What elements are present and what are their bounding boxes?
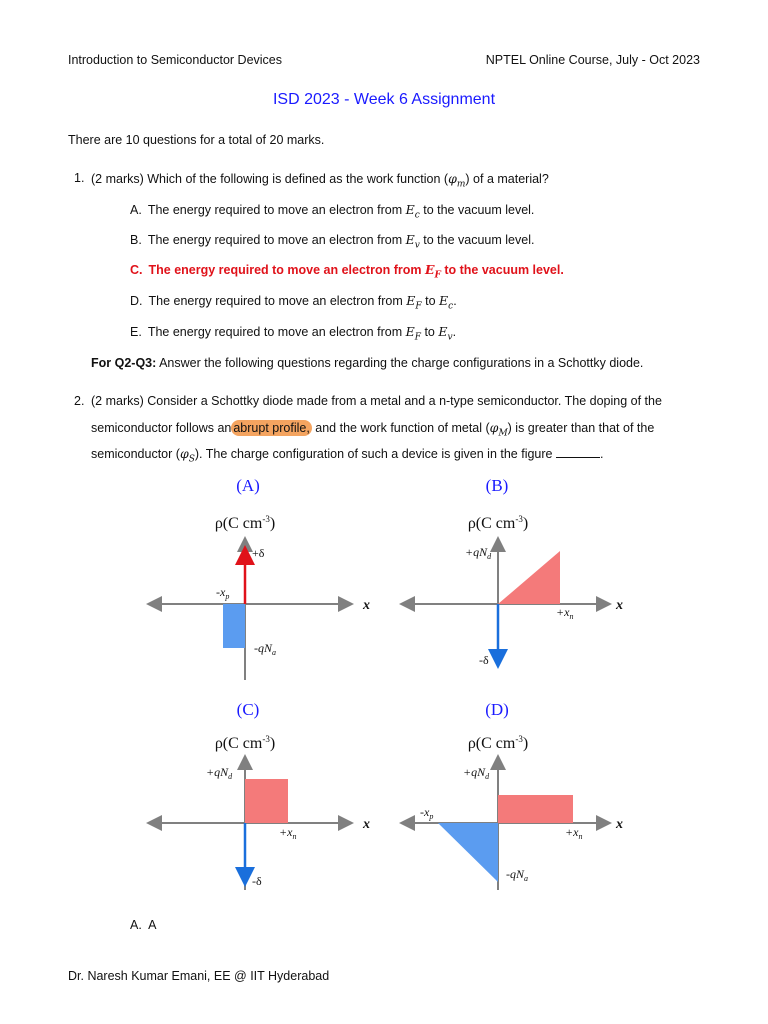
panel-c	[150, 700, 370, 890]
panel-a-xp: $-x_p$	[216, 585, 230, 601]
panel-d-qna: $-qN_a$	[506, 867, 528, 883]
panel-b	[403, 476, 623, 667]
panel-b-label: (B)	[485, 476, 509, 495]
panel-d-x-label: x	[616, 817, 623, 832]
panel-c-ylabel: ρ(C $cm^{-3}$)	[214, 734, 276, 752]
footer-author: Dr. Naresh Kumar Emani, EE @ IIT Hyderabad	[68, 969, 330, 983]
panel-a	[150, 476, 370, 680]
header-right: NPTEL Online Course, July - Oct 2023	[485, 53, 700, 67]
panel-d-positive-region	[498, 795, 573, 823]
panel-c-qnd: $+qN_d$	[206, 765, 233, 781]
intro-text: There are 10 questions for a total of 20 marks.	[68, 133, 325, 147]
q1-option-b: B. The energy required to move an electron from $E_v$ to the vacuum level.	[130, 232, 535, 251]
page-title: ISD 2023 - Week 6 Assignment	[272, 91, 496, 108]
panel-d-qnd: $+qN_d$	[463, 765, 490, 781]
note-q2-q3: For Q2-Q3: Answer the following questions regarding the charge configurations in a Schottky diode.	[91, 356, 644, 370]
panel-d	[403, 700, 623, 890]
panel-d-xn: $+x_n$	[565, 825, 583, 841]
panel-d-ylabel: ρ(C $cm^{-3}$)	[467, 734, 529, 752]
charge-configuration-figures	[0, 470, 768, 900]
panel-c-x-label: x	[363, 817, 370, 832]
panel-d-negative-region	[438, 823, 498, 882]
q1-option-e: E. The energy required to move an electron from $E_F$ to $E_v$.	[130, 324, 457, 343]
panel-c-depletion-region	[245, 779, 288, 823]
q1-number: 1.	[74, 171, 85, 185]
panel-a-x-label: x	[363, 598, 370, 613]
panel-b-qnd: $+qN_d$	[465, 545, 492, 561]
panel-a-plus-delta: +δ	[252, 546, 265, 560]
q2-line1: (2 marks) Consider a Schottky diode made from a metal and a n-type semiconductor. The doping of the	[91, 394, 662, 408]
panel-c-xn: $+x_n$	[279, 825, 297, 841]
panel-a-depletion-region	[223, 604, 245, 648]
panel-a-label: (A)	[236, 476, 260, 495]
panel-b-x-label: x	[616, 598, 623, 613]
highlight-abrupt-profile: abrupt profile,	[233, 421, 310, 435]
panel-d-xp: $-x_p$	[420, 805, 434, 821]
q1-option-a: A. The energy required to move an electron from $E_c$ to the vacuum level.	[130, 202, 535, 221]
panel-c-label: (C)	[236, 700, 260, 719]
q2-line2: semiconductor follows an abrupt profile, and the work function of metal $(\varphi_M)$ is greater than that of the	[91, 420, 655, 439]
q2-number: 2.	[74, 394, 85, 408]
q2-answer: A. A	[130, 918, 157, 932]
answer-blank	[556, 457, 600, 458]
q1-text: (2 marks) Which of the following is defined as the work function $(\varphi_m)$ of a material?	[91, 171, 549, 190]
panel-c-minus-delta: -δ	[252, 874, 262, 888]
panel-b-depletion-region	[498, 551, 560, 604]
q1-option-d: D. The energy required to move an electron from $E_F$ to $E_c$.	[130, 293, 457, 312]
panel-d-label: (D)	[485, 700, 509, 719]
panel-a-qna: $-qN_a$	[254, 641, 276, 657]
panel-a-ylabel: ρ(C $cm^{-3}$)	[214, 514, 276, 532]
header-left: Introduction to Semiconductor Devices	[68, 53, 282, 67]
panel-b-ylabel: ρ(C $cm^{-3}$)	[467, 514, 529, 532]
q2-line3: semiconductor $(\varphi_S)$. The charge configuration of such a device is given in the figure .	[91, 446, 604, 465]
panel-b-minus-delta: -δ	[479, 653, 489, 667]
q1-option-c: C. The energy required to move an electron from $E_F$ to the vacuum level.	[130, 262, 564, 281]
panel-b-xn: $+x_n$	[556, 605, 574, 621]
